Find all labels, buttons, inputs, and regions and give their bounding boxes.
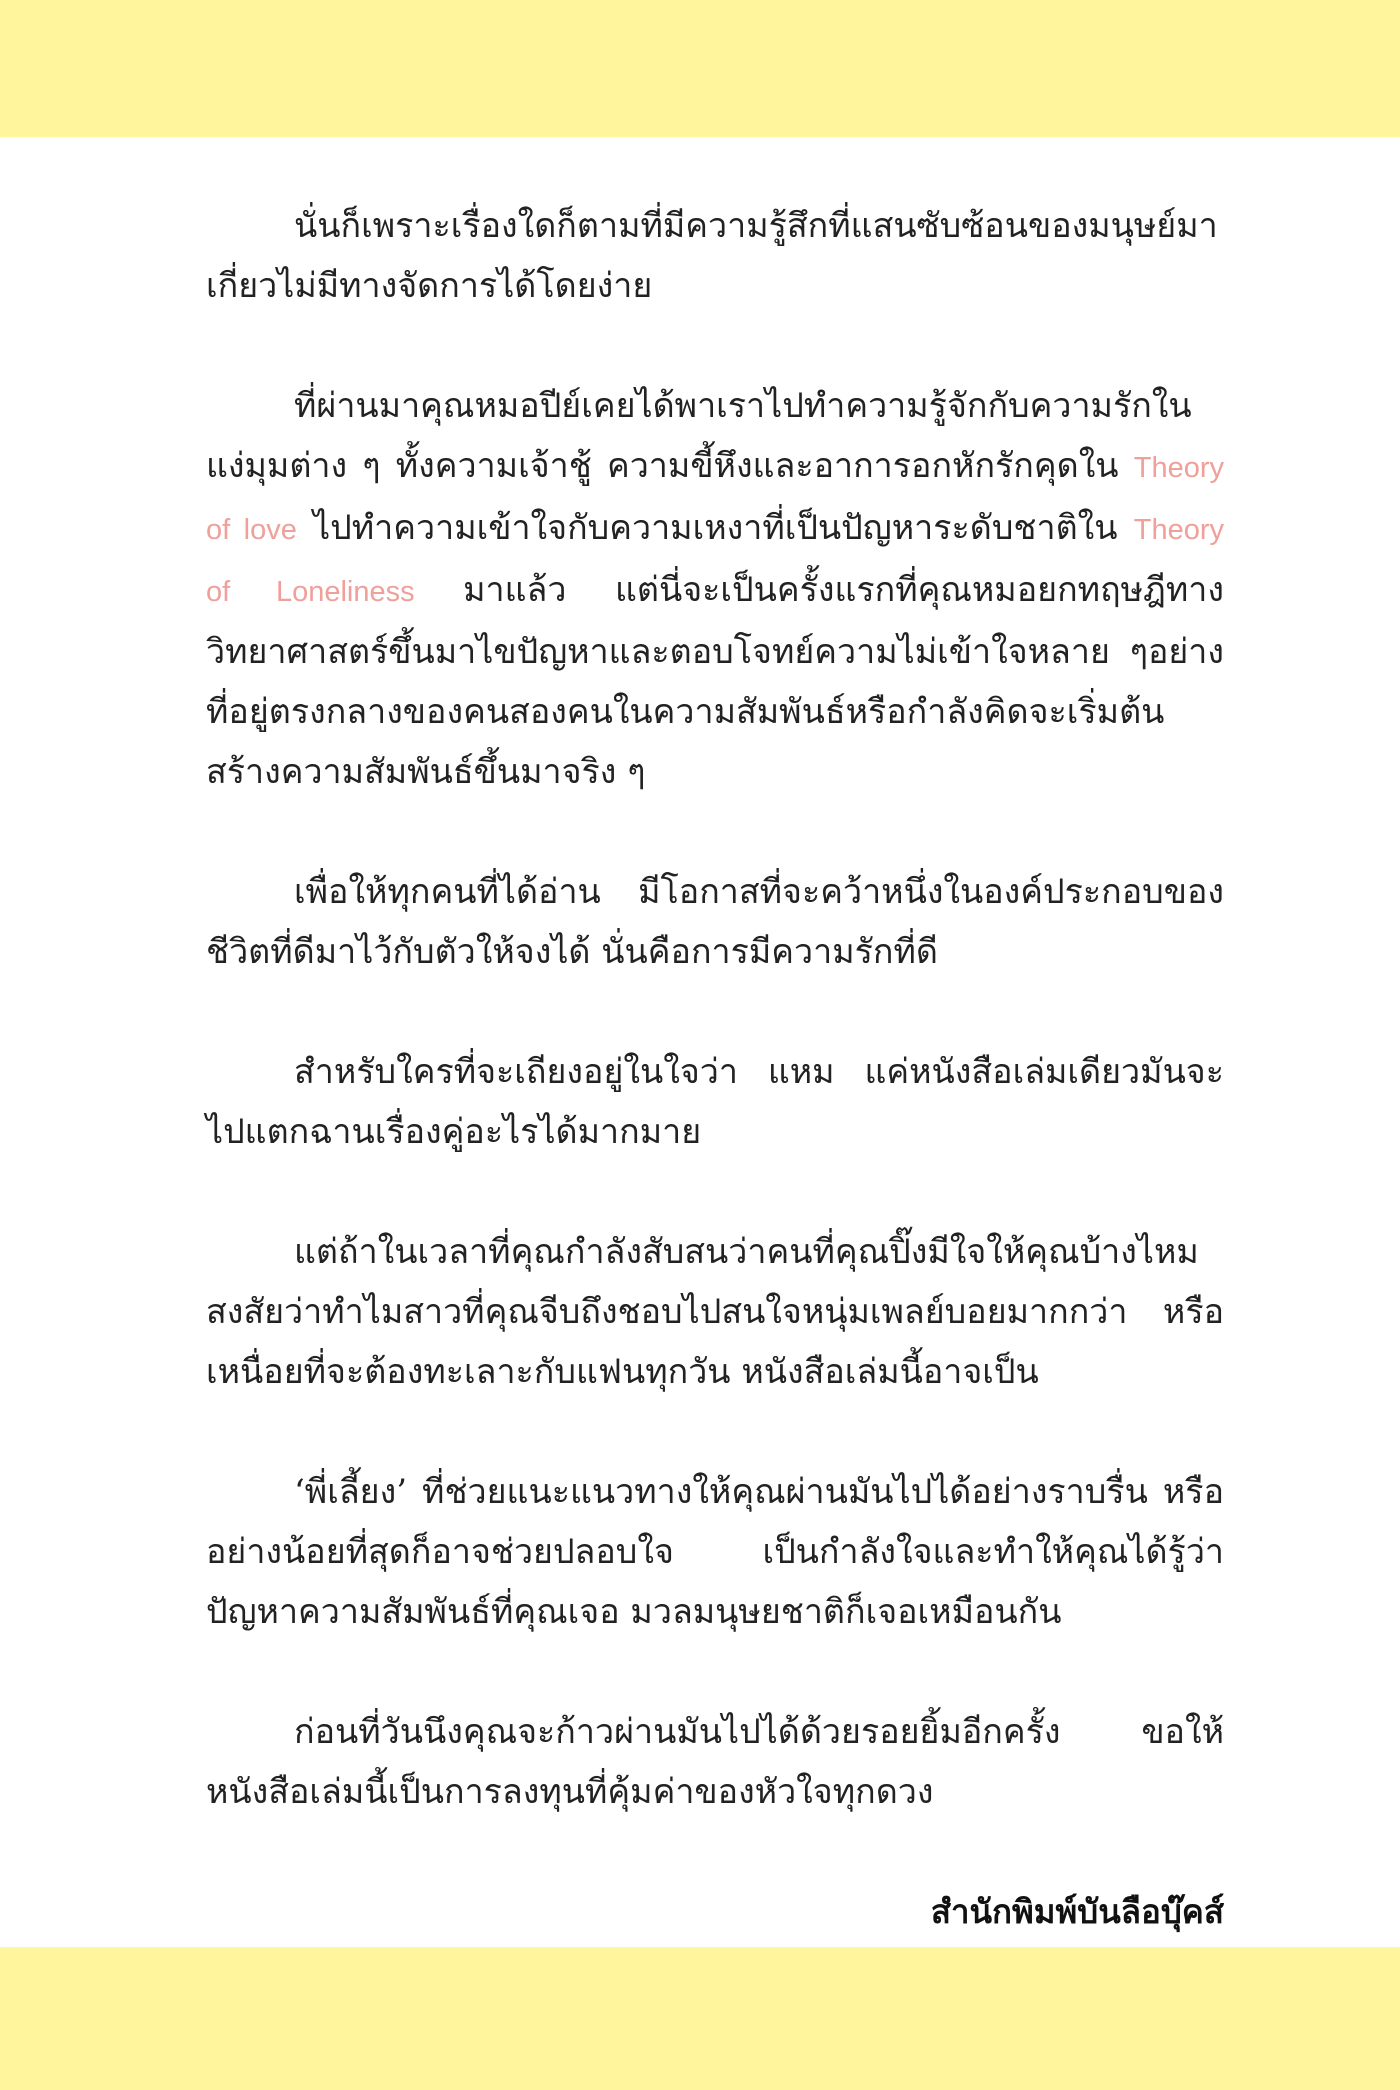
publisher-signature: สำนักพิมพ์บันลือบุ๊คส์ <box>930 1892 1224 1931</box>
paragraph-2-text-a: ที่ผ่านมาคุณหมอปีย์เคยได้พาเราไปทำความรู้จักกับความรักในแง่มุมต่าง ๆ ทั้งความเจ้าชู้ ความขี้หึงและอาการอกหักรักคุดใน <box>206 386 1192 486</box>
highlight-theory-of-love: Theory of love <box>206 452 1224 546</box>
highlight-theory-of-loneliness: Theory of Loneliness <box>206 514 1224 608</box>
paragraph-1: นั่นก็เพราะเรื่องใดก็ตามที่มีความรู้สึกที่แสนซับซ้อนของมนุษย์มาเกี่ยวไม่มีทางจัดการได้โดยง่าย <box>206 206 1218 306</box>
paragraph-3: เพื่อให้ทุกคนที่ได้อ่าน มีโอกาสที่จะคว้าหนึ่งในองค์ประกอบของชีวิตที่ดีมาไว้กับตัวให้จงได้ นั่นคือการมีความรักที่ดี <box>206 872 1224 972</box>
page-body <box>206 196 1224 1942</box>
paragraph-2-text-c: มาแล้ว แต่นี่จะเป็นครั้งแรกที่คุณหมอยกทฤษฎีทางวิทยาศาสตร์ขึ้นมาไขปัญหาและตอบโจทย์ความไม่เข้าใจหลาย ๆอย่างที่อยู่ตรงกลางของคนสองคนในความสัมพันธ์หรือกำลังคิดจะเริ่มต้นสร้างความสัมพันธ์ขึ้นมาจริง ๆ <box>206 570 1224 792</box>
paragraph-2-text-b: ไปทำความเข้าใจกับความเหงาที่เป็นปัญหาระดับชาติใน <box>296 508 1134 548</box>
paragraph-7: ก่อนที่วันนึงคุณจะก้าวผ่านมันไปได้ด้วยรอยยิ้มอีกครั้ง ขอให้หนังสือเล่มนี้เป็นการลงทุนที่คุ้มค่าของหัวใจทุกดวง <box>206 1712 1224 1812</box>
paragraph-4: สำหรับใครที่จะเถียงอยู่ในใจว่า แหม แค่หนังสือเล่มเดียวมันจะไปแตกฉานเรื่องคู่อะไรได้มากมาย <box>206 1052 1224 1152</box>
paragraph-2 <box>206 376 1224 802</box>
bottom-yellow-band <box>0 1947 1400 2090</box>
top-yellow-band <box>0 0 1400 137</box>
paragraph-5: แต่ถ้าในเวลาที่คุณกำลังสับสนว่าคนที่คุณปิ๊งมีใจให้คุณบ้างไหม สงสัยว่าทำไมสาวที่คุณจีบถึงชอบไปสนใจหนุ่มเพลย์บอยมากกว่า หรือเหนื่อยที่จะต้องทะเลาะกับแฟนทุกวัน หนังสือเล่มนี้อาจเป็น <box>206 1232 1224 1392</box>
paragraph-6: ‘พี่เลี้ยง’ ที่ช่วยแนะแนวทางให้คุณผ่านมันไปได้อย่างราบรื่น หรืออย่างน้อยที่สุดก็อาจช่วยปลอบใจ เป็นกำลังใจและทำให้คุณได้รู้ว่าปัญหาความสัมพันธ์ที่คุณเจอ มวลมนุษยชาติก็เจอเหมือนกัน <box>206 1472 1224 1632</box>
